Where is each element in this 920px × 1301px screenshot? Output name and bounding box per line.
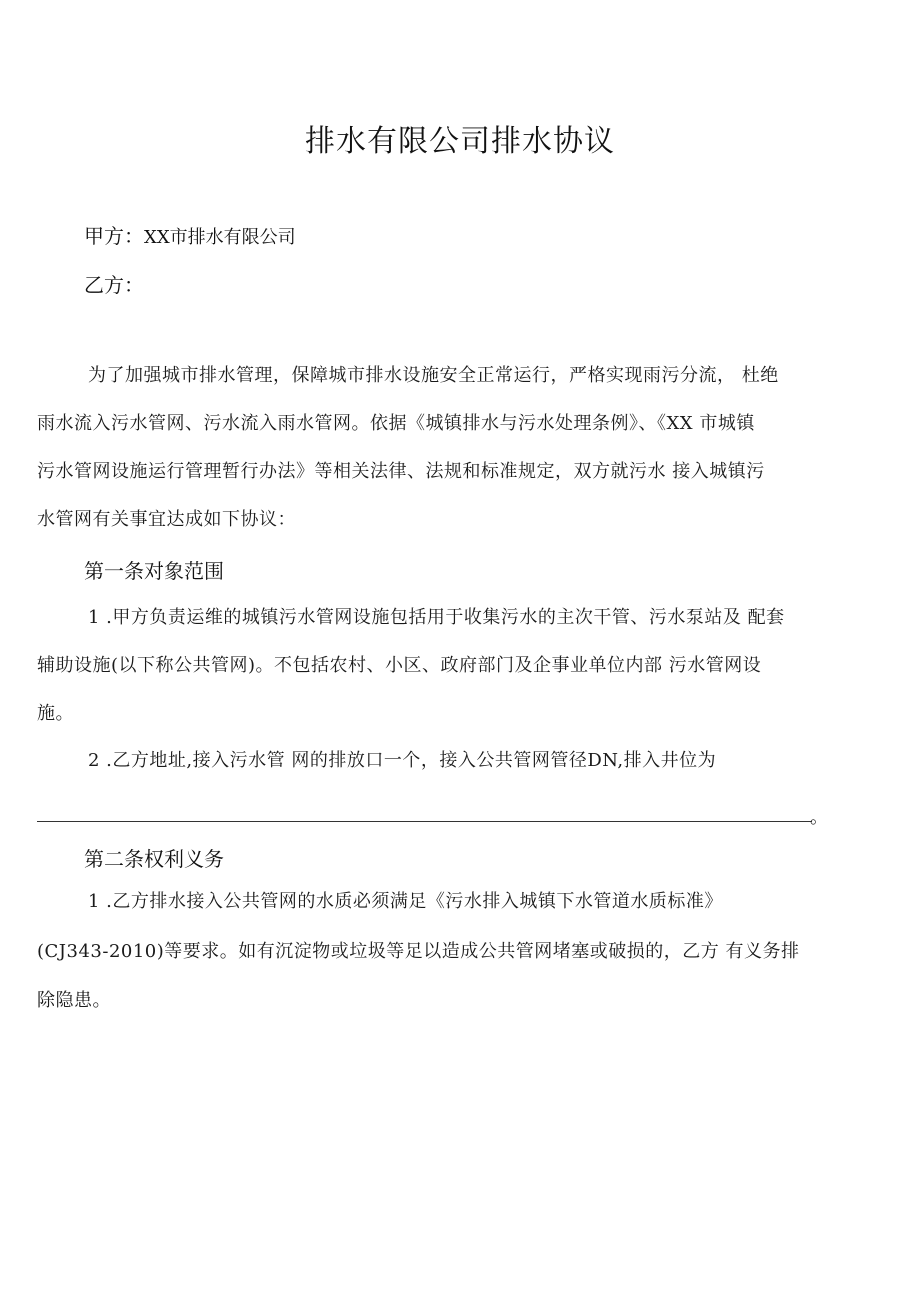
document-title: 排水有限公司排水协议 [305, 124, 615, 159]
article-2-heading: 第二条权利义务 [84, 847, 224, 871]
fill-in-blank-line [37, 821, 812, 822]
party-a-label: 甲方： [84, 224, 144, 248]
article-1-item-1-line-2: 辅助设施(以下称公共管网)。不包括农村、小区、政府部门及企事业单位内部 污水管网设 [37, 655, 762, 676]
party-b [84, 269, 144, 298]
article-1-item-2: 2 .乙方地址,接入污水管 网的排放口一个，接入公共管网管径DN,排入井位为 [88, 750, 717, 771]
preamble-line-1: 为了加强城市排水管理，保障城市排水设施安全正常运行，严格实现雨污分流， 杜绝 [88, 365, 779, 386]
article-1-heading: 第一条对象范围 [84, 559, 224, 583]
preamble-line-4: 水管网有关事宜达成如下协议： [37, 509, 296, 530]
article-2-item-1-line-3: 除隐患。 [37, 990, 111, 1011]
article-2-item-1-line-2: (CJ343-2010)等要求。如有沉淀物或垃圾等足以造成公共管网堵塞或破损的，乙方 有义务排 [37, 941, 800, 962]
article-1-item-1-line-3: 施。 [37, 703, 74, 724]
preamble-line-3: 污水管网设施运行管理暂行办法》等相关法律、法规和标准规定，双方就污水 接入城镇污 [37, 461, 765, 482]
party-b-label: 乙方： [84, 273, 144, 297]
preamble-line-2: 雨水流入污水管网、污水流入雨水管网。依据《城镇排水与污水处理条例》、《XX 市城镇 [37, 413, 755, 434]
article-1-item-1-line-1: 1 .甲方负责运维的城镇污水管网设施包括用于收集污水的主次干管、污水泵站及 配套 [88, 607, 785, 628]
article-2-item-1-line-1: 1 .乙方排水接入公共管网的水质必须满足《污水排入城镇下水管道水质标准》 [88, 891, 723, 912]
party-a-value: XX市排水有限公司 [144, 227, 296, 248]
party-a [84, 220, 296, 249]
blank-end-punctuation: 。 [810, 807, 828, 828]
